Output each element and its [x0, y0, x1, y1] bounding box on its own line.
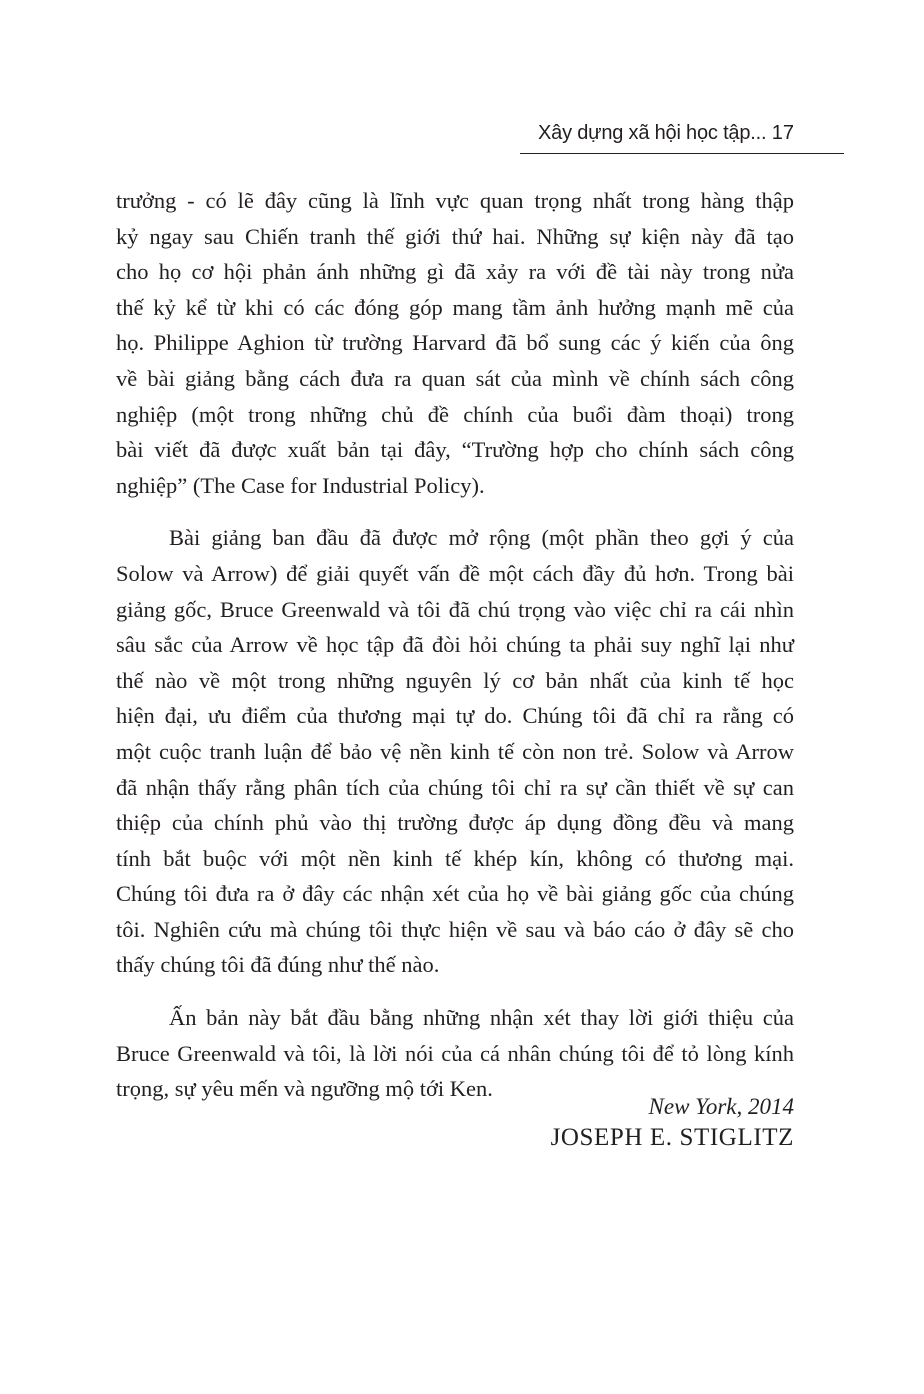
text-line: Bài giảng ban đầu đã được mở rộng (một phần theo gợi ý của — [169, 525, 794, 551]
text-line: bài viết đã được xuất bản tại đây, “Trường hợp cho chính sách công — [116, 437, 794, 463]
text-line: hiện đại, ưu điểm của thương mại tự do. Chúng tôi đã chỉ ra rằng có — [116, 703, 794, 729]
paragraph-gap — [116, 503, 794, 520]
text-line: trọng, sự yêu mến và ngưỡng mộ tới Ken. — [116, 1076, 493, 1102]
text-line: trưởng - có lẽ đây cũng là lĩnh vực quan trọng nhất trong hàng thập — [116, 188, 794, 213]
text-line: tính bắt buộc với một nền kinh tế khép kín, không có thương mại. — [116, 845, 794, 871]
text-line: đã nhận thấy rằng phân tích của chúng tôi chỉ ra sự cần thiết về sự can — [116, 774, 794, 800]
text-line: họ. Philippe Aghion từ trường Harvard đã bổ sung các ý kiến của ông — [116, 330, 794, 356]
running-header — [520, 118, 844, 154]
text-line: Solow và Arrow) để giải quyết vấn đề một cách đầy đủ hơn. Trong bài — [116, 560, 794, 586]
text-line: Bruce Greenwald và tôi, là lời nói của cá nhân chúng tôi để tỏ lòng kính — [116, 1040, 794, 1066]
text-line: kỷ ngay sau Chiến tranh thế giới thứ hai. Những sự kiện này đã tạo — [116, 223, 794, 249]
running-title: Xây dựng xã hội học tập... — [538, 122, 767, 144]
text-line: về bài giảng bằng cách đưa ra quan sát của mình về chính sách công — [116, 365, 794, 391]
paragraph — [116, 1000, 794, 1107]
text-line: thế kỷ kể từ khi có các đóng góp mang tầm ảnh hưởng mạnh mẽ của — [116, 294, 794, 320]
paragraph — [116, 183, 794, 503]
text-line: nghiệp (một trong những chủ đề chính của buổi đàm thoại) trong — [116, 401, 794, 427]
text-line: thiệp của chính phủ vào thị trường được áp dụng đồng đều và mang — [116, 810, 794, 836]
text-line: tôi. Nghiên cứu mà chúng tôi thực hiện về sau và báo cáo ở đây sẽ cho — [116, 916, 794, 942]
text-line: sâu sắc của Arrow về học tập đã đòi hỏi chúng ta phải suy nghĩ lại như — [116, 632, 794, 658]
body-text — [116, 183, 794, 1107]
text-line: giảng gốc, Bruce Greenwald và tôi đã chú trọng vào việc chỉ ra cái nhìn — [116, 596, 794, 622]
paragraph-gap — [116, 983, 794, 1000]
text-line: nghiệp” (The Case for Industrial Policy). — [116, 472, 485, 498]
text-line: thấy chúng tôi đã đúng như thế nào. — [116, 952, 440, 978]
signature-place-date: New York, 2014 — [648, 1094, 794, 1119]
text-line: Chúng tôi đưa ra ở đây các nhận xét của họ về bài giảng gốc của chúng — [116, 881, 794, 907]
signature-author: JOSEPH E. STIGLITZ — [550, 1124, 794, 1151]
text-line: Ấn bản này bắt đầu bằng những nhận xét thay lời giới thiệu của — [169, 1005, 794, 1031]
page-number: 17 — [771, 122, 794, 144]
text-line: cho họ cơ hội phản ánh những gì đã xảy ra với đề tài này trong nửa — [116, 259, 794, 285]
paragraph — [116, 520, 794, 983]
text-line: thế nào về một trong những nguyên lý cơ bản nhất của kinh tế học — [116, 667, 794, 693]
text-line: một cuộc tranh luận để bảo vệ nền kinh tế còn non trẻ. Solow và Arrow — [116, 738, 794, 764]
